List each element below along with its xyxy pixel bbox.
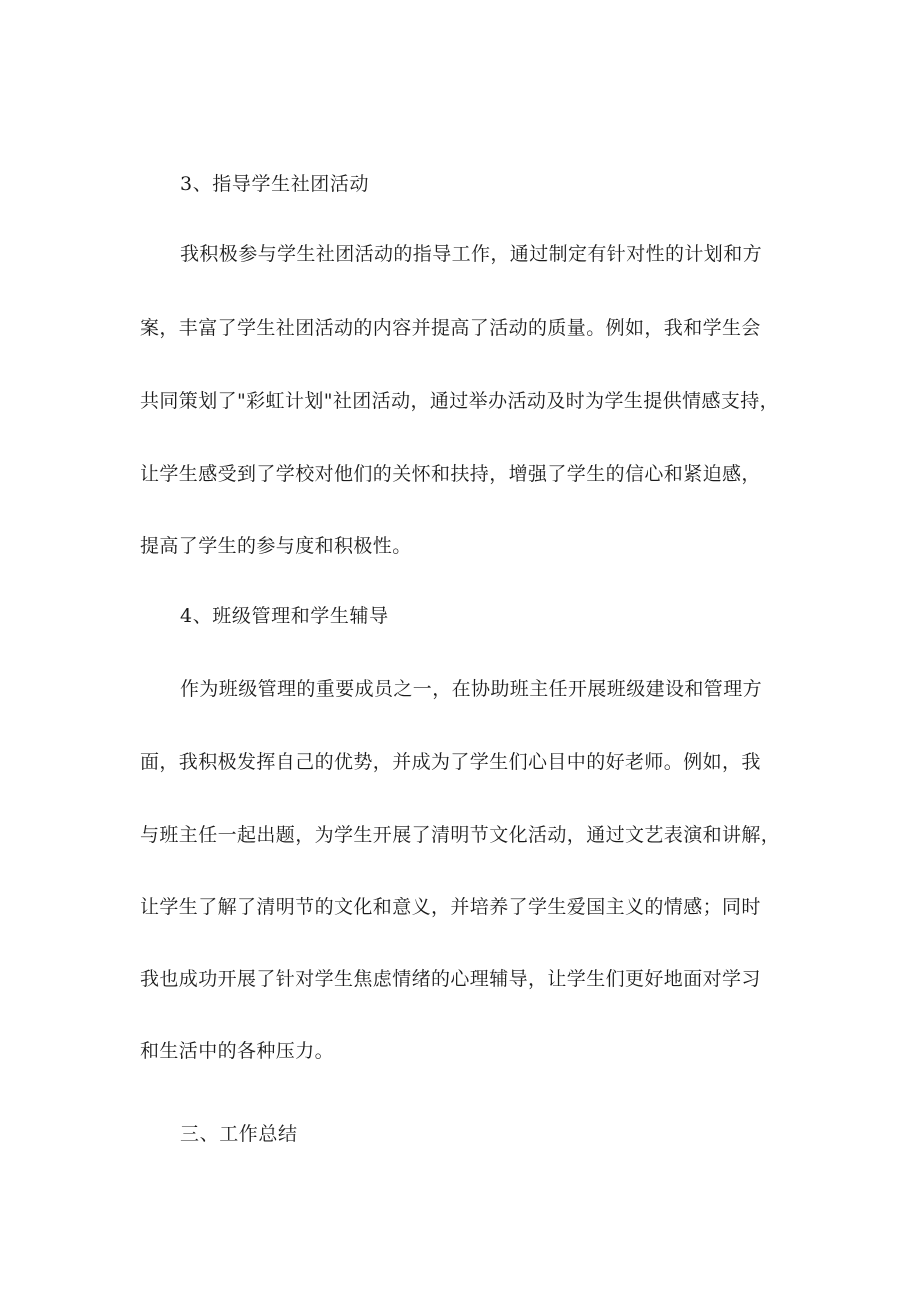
- section-3-paragraph-line-1: 我积极参与学生社团活动的指导工作，通过制定有针对性的计划和方: [180, 243, 763, 265]
- section-3-paragraph-line-3: 共同策划了"彩虹计划"社团活动，通过举办活动及时为学生提供情感支持，: [140, 390, 780, 412]
- section-4-paragraph-line-5: 我也成功开展了针对学生焦虑情绪的心理辅导，让学生们更好地面对学习: [140, 968, 761, 990]
- section-4-paragraph-line-3: 与班主任一起出题，为学生开展了清明节文化活动，通过文艺表演和讲解，: [140, 824, 781, 846]
- section-4-paragraph-line-4: 让学生了解了清明节的文化和意义，并培养了学生爱国主义的情感；同时: [140, 896, 761, 918]
- section-3-paragraph-line-4: 让学生感受到了学校对他们的关怀和扶持，增强了学生的信心和紧迫感，: [140, 463, 761, 485]
- section-4-paragraph-line-2: 面，我积极发挥自己的优势，并成为了学生们心目中的好老师。例如，我: [140, 751, 761, 773]
- section-4-paragraph-line-6: 和生活中的各种压力。: [140, 1040, 335, 1062]
- section-3-paragraph-line-2: 案，丰富了学生社团活动的内容并提高了活动的质量。例如，我和学生会: [140, 317, 761, 339]
- section-3-paragraph-line-5: 提高了学生的参与度和积极性。: [140, 535, 412, 557]
- section-3-heading: 3、指导学生社团活动: [180, 173, 370, 195]
- section-three-heading: 三、工作总结: [180, 1123, 298, 1145]
- section-4-paragraph-line-1: 作为班级管理的重要成员之一，在协助班主任开展班级建设和管理方: [180, 678, 763, 700]
- section-4-heading: 4、班级管理和学生辅导: [180, 605, 389, 627]
